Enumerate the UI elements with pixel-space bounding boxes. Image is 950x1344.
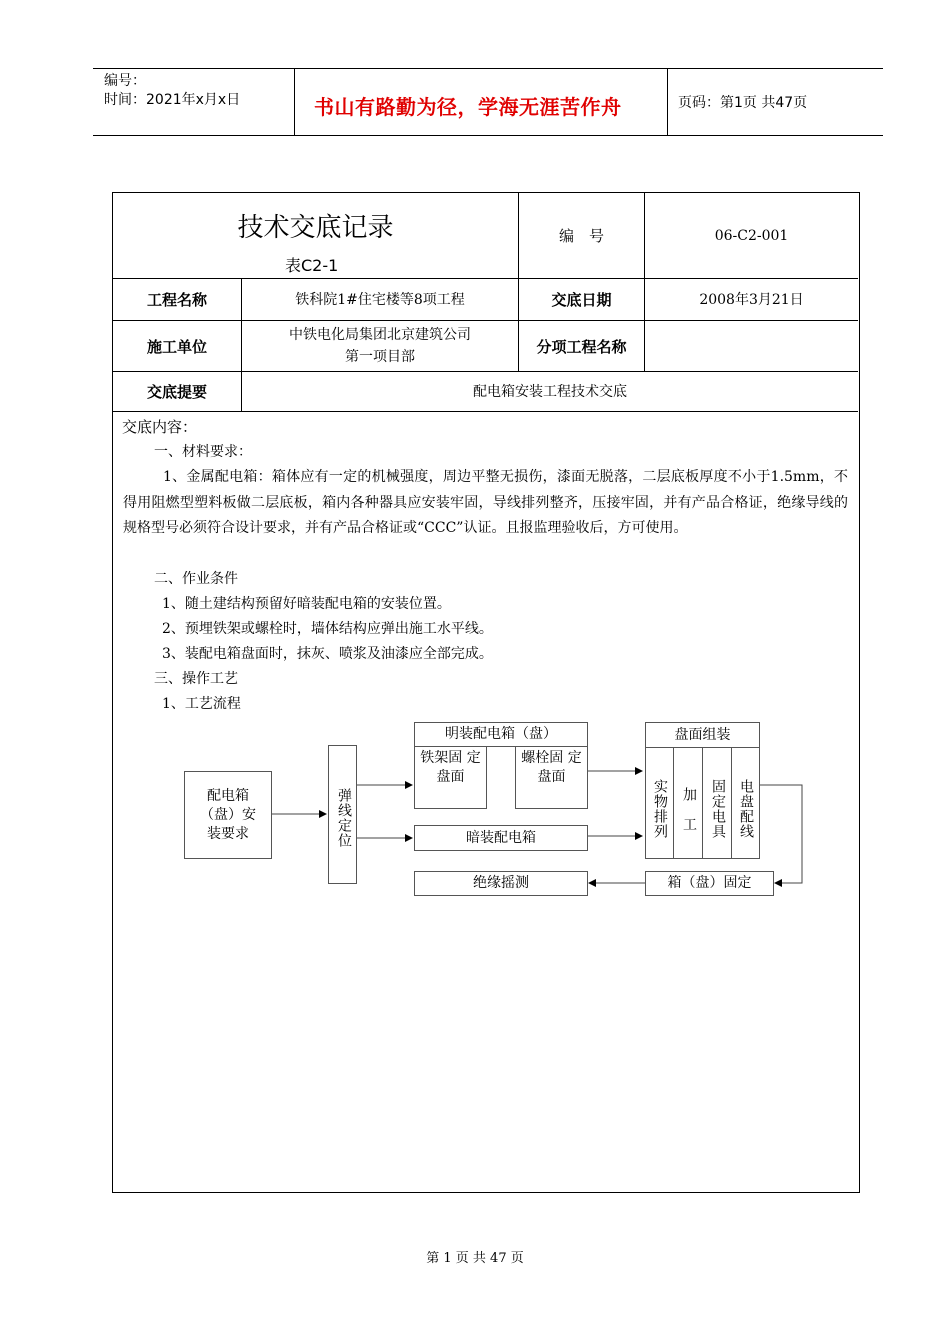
number-value: 06-C2-001	[714, 227, 789, 244]
flow-concealed-box: 暗装配电箱	[414, 825, 588, 851]
contractor-line: 第一项目部	[345, 349, 415, 365]
flow-iron-frame: 铁架固 定盘面	[414, 747, 487, 809]
flow-surface-box: 明装配电箱（盘）	[414, 722, 588, 747]
content-heading: 交底内容：	[122, 418, 198, 436]
section-2-item: 1、随土建结构预留好暗装配电箱的安装位置。	[162, 596, 451, 612]
flow-assembly-item: 电盘配线	[732, 748, 760, 859]
subproject-label: 分项工程名称	[536, 337, 627, 356]
number-label: 编 号	[558, 227, 604, 245]
project-name-label: 工程名称	[146, 291, 207, 309]
section-2-item: 3、装配电箱盘面时，抹灰、喷浆及油漆应全部完成。	[162, 646, 493, 662]
flow-bolt-fix: 螺栓固 定盘面	[515, 747, 588, 809]
date-value: 2008年3月21日	[699, 291, 804, 308]
flow-insulation-test: 绝缘摇测	[414, 871, 588, 896]
section-1-title: 一、材料要求：	[154, 444, 252, 460]
flow-install-requirements: 配电箱（盘）安装要求	[184, 771, 272, 859]
flow-assembly: 盘面组装	[645, 722, 760, 748]
header-motto: 书山有路勤为径，学海无涯苦作舟	[314, 95, 622, 119]
header-time-label: 时间：2021年x月x日	[104, 92, 241, 108]
form-title: 技术交底记录	[237, 213, 394, 243]
flow-box-fix: 箱（盘）固定	[645, 871, 774, 896]
section-2-item: 2、预埋铁架或螺栓时，墙体结构应弹出施工水平线。	[162, 621, 493, 637]
section-1-paragraph: 1、金属配电箱：箱体应有一定的机械强度，周边平整无损伤，漆面无脱落，二层底板厚度不小于1.5mm，不得用阻燃型塑料板做二层底板，箱内各种器具应安装牢固，导线排列整齐，压接牢固，并有产品合格证，绝缘导线的规格型号必须符合设计要求，并有产品合格证或“CCC”认证。且报监理验收后，方可使用。	[123, 469, 848, 536]
section-3-subtitle: 1、工艺流程	[162, 696, 241, 712]
section-3-title: 三、操作工艺	[154, 671, 238, 687]
summary-value: 配电箱安装工程技术交底	[473, 383, 627, 400]
contractor-line: 中铁电化局集团北京建筑公司	[289, 327, 471, 343]
flow-assembly-item: 加 工	[674, 748, 703, 859]
contractor-label: 施工单位	[146, 337, 207, 356]
section-2-title: 二、作业条件	[154, 571, 238, 587]
form-subtitle: 表C2-1	[285, 256, 339, 275]
arrow-assembly-to-fix	[760, 785, 802, 883]
header-page-label: 页码：第1页 共47页	[678, 95, 808, 111]
flow-assembly-item: 实物排列	[645, 748, 674, 859]
header-number-label: 编号：	[104, 73, 146, 89]
summary-label: 交底提要	[146, 383, 207, 401]
flow-assembly-item: 固定电具	[703, 748, 732, 859]
project-name-value: 铁科院1#住宅楼等8项工程	[295, 291, 465, 308]
date-label: 交底日期	[551, 291, 612, 309]
page-footer: 第 1 页 共 47 页	[426, 1251, 524, 1266]
flow-marking: 弹线定位	[328, 745, 357, 884]
